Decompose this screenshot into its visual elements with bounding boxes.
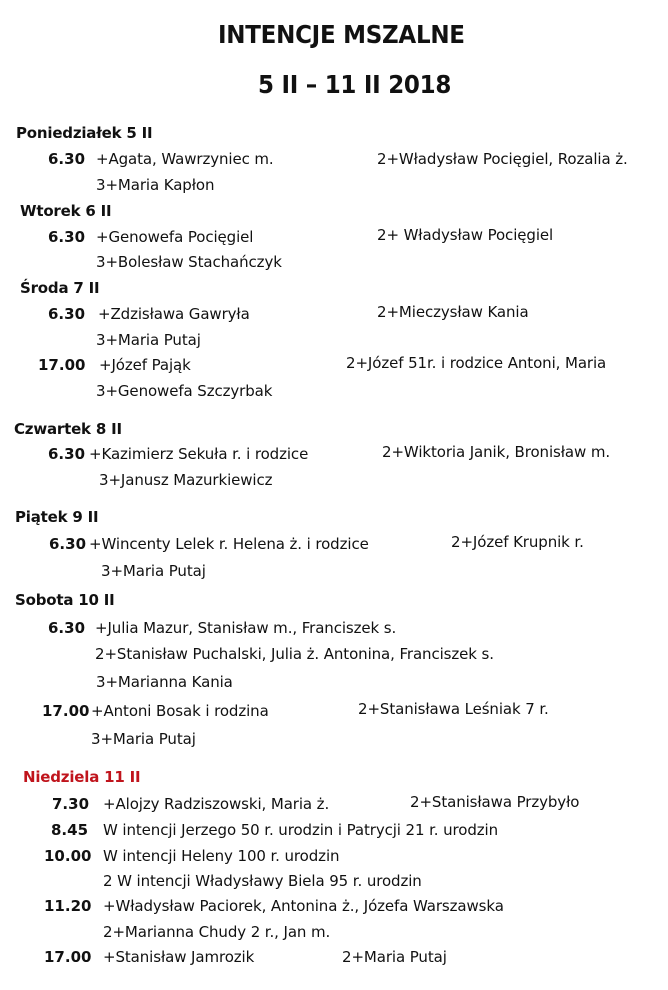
mass-time: 6.30 <box>48 619 86 637</box>
mass-intention: 3+Genowefa Szczyrbak <box>96 382 273 400</box>
day-heading-wednesday: Środa 7 II <box>20 279 100 297</box>
mass-intention-second: 2+Stanisława Leśniak 7 r. <box>358 700 549 718</box>
mass-intention: +Zdzisława Gawryła <box>98 305 250 323</box>
mass-intention-second: 2+Józef Krupnik r. <box>451 533 584 551</box>
mass-intention: +Wincenty Lelek r. Helena ż. i rodzice <box>89 535 369 553</box>
mass-intention: 2 W intencji Władysławy Biela 95 r. urodzin <box>103 872 422 890</box>
page-title: INTENCJE MSZALNE <box>218 20 465 49</box>
mass-intention-second: 2+Stanisława Przybyło <box>410 793 580 811</box>
mass-time: 6.30 <box>49 535 87 553</box>
mass-time: 6.30 <box>48 228 86 246</box>
day-heading-monday: Poniedziałek 5 II <box>16 124 153 142</box>
mass-time: 11.20 <box>44 897 92 915</box>
mass-intention-second: 2+ Władysław Pocięgiel <box>377 226 554 244</box>
mass-time: 17.00 <box>44 948 92 966</box>
mass-intention: 3+Maria Putaj <box>101 562 206 580</box>
mass-intention: W intencji Heleny 100 r. urodzin <box>103 847 340 865</box>
mass-intention: 3+Bolesław Stachańczyk <box>96 253 282 271</box>
mass-intention: +Agata, Wawrzyniec m. <box>96 150 274 168</box>
mass-intention: +Julia Mazur, Stanisław m., Franciszek s. <box>95 619 397 637</box>
mass-intention: +Józef Pająk <box>99 356 191 374</box>
mass-intention: 3+Maria Putaj <box>96 331 201 349</box>
mass-intention: 3+Janusz Mazurkiewicz <box>99 471 273 489</box>
mass-time: 10.00 <box>44 847 92 865</box>
day-heading-thursday: Czwartek 8 II <box>14 420 122 438</box>
day-heading-tuesday: Wtorek 6 II <box>20 202 112 220</box>
mass-time: 7.30 <box>52 795 90 813</box>
mass-intention-second: 2+Wiktoria Janik, Bronisław m. <box>382 443 610 461</box>
day-heading-sunday: Niedziela 11 II <box>23 768 141 786</box>
mass-time: 17.00 <box>42 702 90 720</box>
mass-intention: +Kazimierz Sekuła r. i rodzice <box>89 445 309 463</box>
mass-intention-second: 2+Maria Putaj <box>342 948 447 966</box>
day-heading-saturday: Sobota 10 II <box>15 591 115 609</box>
mass-intention: 2+Stanisław Puchalski, Julia ż. Antonina, Franciszek s. <box>95 645 494 663</box>
mass-time: 6.30 <box>48 305 86 323</box>
mass-intention: W intencji Jerzego 50 r. urodzin i Patrycji 21 r. urodzin <box>103 821 499 839</box>
mass-intention: +Antoni Bosak i rodzina <box>91 702 269 720</box>
mass-time: 6.30 <box>48 150 86 168</box>
mass-time: 8.45 <box>51 821 89 839</box>
mass-intention: 2+Marianna Chudy 2 r., Jan m. <box>103 923 331 941</box>
mass-intention: +Alojzy Radziszowski, Maria ż. <box>103 795 330 813</box>
mass-intention: 3+Maria Putaj <box>91 730 196 748</box>
mass-intention-second: 2+Władysław Pocięgiel, Rozalia ż. <box>377 150 628 168</box>
mass-time: 6.30 <box>48 445 86 463</box>
day-heading-friday: Piątek 9 II <box>15 508 99 526</box>
mass-intention: 3+Marianna Kania <box>96 673 233 691</box>
mass-intention-second: 2+Józef 51r. i rodzice Antoni, Maria <box>346 354 607 372</box>
mass-intention-second: 2+Mieczysław Kania <box>377 303 529 321</box>
date-range: 5 II – 11 II 2018 <box>258 70 452 99</box>
mass-intention: +Władysław Paciorek, Antonina ż., Józefa Warszawska <box>103 897 504 915</box>
mass-intention: +Genowefa Pocięgiel <box>96 228 254 246</box>
mass-time: 17.00 <box>38 356 86 374</box>
mass-intention: +Stanisław Jamrozik <box>103 948 255 966</box>
mass-intention: 3+Maria Kapłon <box>96 176 215 194</box>
